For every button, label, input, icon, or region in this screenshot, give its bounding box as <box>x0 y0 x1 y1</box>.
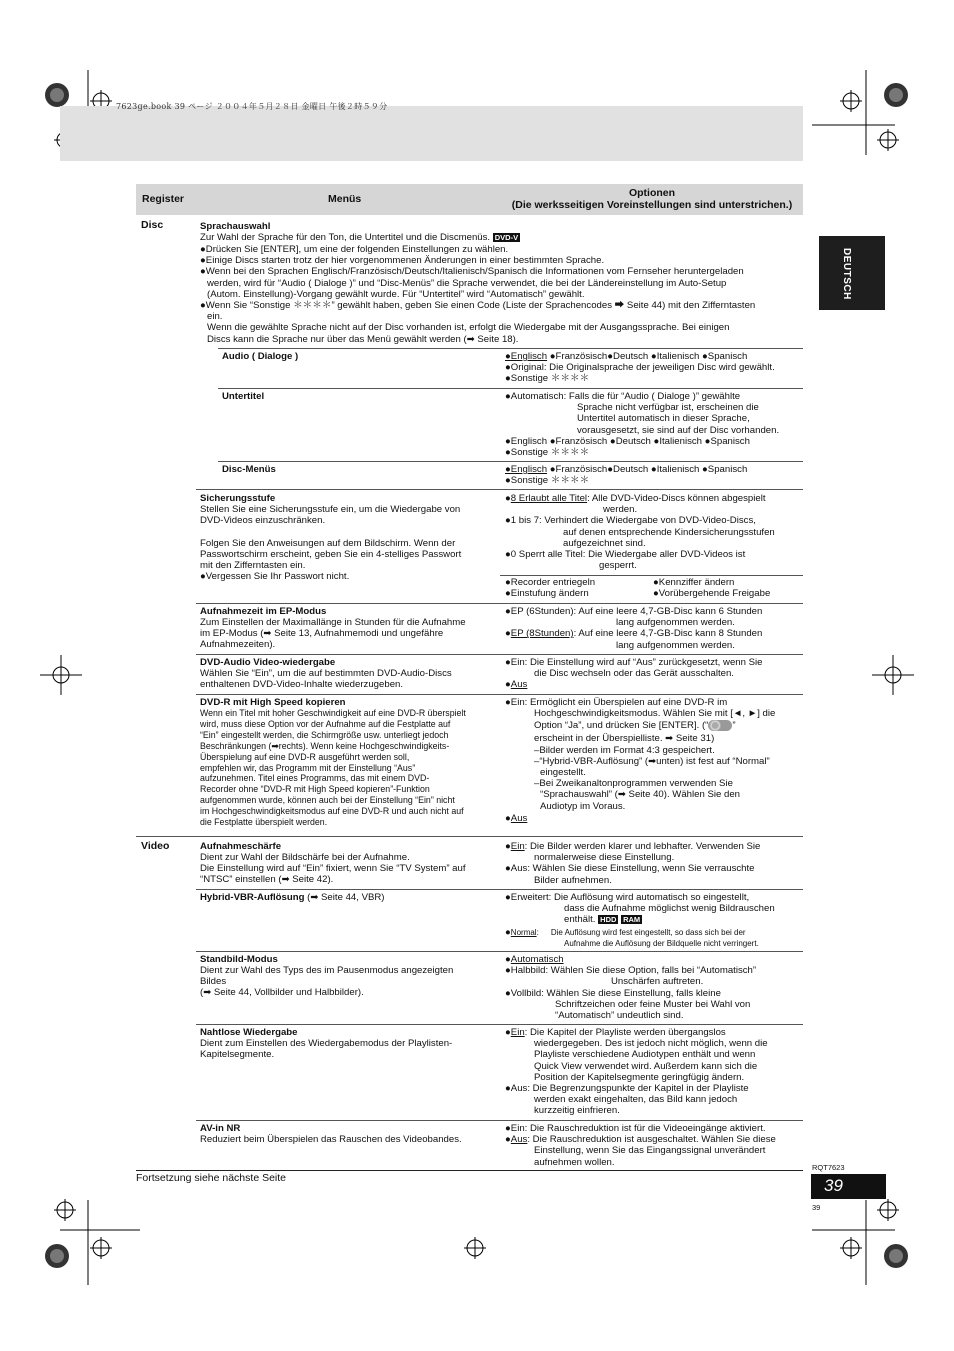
seam-option: Playliste verschiedene Audiotypen enthält und wenn <box>534 1049 756 1061</box>
col-options <box>502 187 802 211</box>
hybrid-option-text: Die Auflösung wird fest eingestellt, so dass sich bei der <box>550 927 746 937</box>
desc-line: Die Einstellung wird auf “Ein” fixiert, wenn Sie “TV System” auf <box>200 863 466 875</box>
desc-line: Wählen Sie “Ein”, um die auf bestimmten DVD-Audio-Discs <box>200 668 452 679</box>
print-note: 7623ge.book 39 ページ ２００４年５月２８日 金曜日 午後２時５９分 <box>116 102 388 111</box>
dvdr-title: DVD-R mit High Speed kopieren <box>200 697 346 708</box>
desc-line <box>200 526 461 537</box>
note-line: werden, wird für “Audio ( Dialoge )” und “Disc-Menüs” die Sprache verwendet, die bei der Ländereinstellung im Auto-Setup <box>207 277 727 289</box>
desc-line: Beschränkungen (➡rechts). Wenn keine Hochgeschwindigkeits- <box>200 740 450 751</box>
desc-line: Recorder ohne “DVD-R mit High Speed kopieren”-Funktion <box>200 784 430 795</box>
hybrid-option: Aufnahme die Auflösung der Bildquelle nicht verringert. <box>564 938 759 948</box>
dvda-option: ●Ein: Die Einstellung wird auf “Aus” zurückgesetzt, wenn Sie <box>505 657 763 668</box>
bullet: ● <box>505 812 511 824</box>
hybrid-title: Hybrid-VBR-Auflösung <box>200 892 305 903</box>
seam-option: ●Aus: Die Begrenzungspunkte der Kapitel in der Playliste <box>505 1083 749 1095</box>
audio-option: ●Original: Die Originalsprache der jeweiligen Disc wird gewählt. <box>505 362 775 374</box>
still-option: ●Vollbild: Wählen Sie diese Einstellung, falls kleine <box>505 987 721 999</box>
audio-option-default: ●Englisch <box>505 351 548 362</box>
seam-option: Position der Kapitelsegmente geringfügig ändern. <box>534 1071 745 1083</box>
sicher-option-text: : Alle DVD-Video-Discs können abgespielt <box>587 493 766 504</box>
sicher-title: Sicherungsstufe <box>200 493 276 504</box>
untertitel-option: ●Sonstige ＊＊＊＊ <box>505 447 590 459</box>
dvdr-option: Option “Ja”, und drücken Sie [ENTER]. (“ <box>534 720 709 732</box>
desc-line: Dient zum Einstellen des Wiedergabemodus der Playlisten- <box>200 1038 453 1049</box>
note-line: (Autom. Einstellung)-Vorgang gewählt wurde. Für “Untertitel” wird “Automatisch” gewählt. <box>207 288 585 300</box>
dvdr-option: Audiotyp im Voraus. <box>540 800 626 812</box>
dvdr-option: ●Ein: Ermöglicht ein Überspielen auf eine DVD-R im <box>505 697 728 708</box>
discmenu-option-others: ●Französisch●Deutsch ●Italienisch ●Spanisch <box>547 464 748 475</box>
sicher-desc <box>200 504 461 582</box>
still-option-default: Automatisch <box>510 954 564 965</box>
page-number-small: 39 <box>812 1203 821 1212</box>
page-number-box <box>811 1174 886 1199</box>
ep-option: lang aufgenommen werden. <box>616 639 735 651</box>
dvdr-option: –“Hybrid-VBR-Auflösung” (➡unten) ist fest auf “Normal” <box>534 755 770 767</box>
note-line: ●Wenn Sie “Sonstige ＊＊＊＊” gewählt haben, geben Sie einen Code (Liste der Sprachencodes ➡ Seite 44) mit den Zifferntasten <box>200 300 756 312</box>
register-video: Video <box>141 840 170 852</box>
desc-line: Folgen Sie den Anweisungen auf dem Bildschirm. Wenn der <box>200 537 456 549</box>
untertitel-options <box>505 391 779 458</box>
table-header <box>136 184 803 215</box>
hybrid-option-default: Normal <box>510 927 537 937</box>
discmenu-options <box>505 464 747 486</box>
sicher-option: ●0 Sperrt alle Titel: Die Wiedergabe aller DVD-Videos ist <box>505 549 746 561</box>
desc-line: Dient zur Wahl der Bildschärfe bei der Aufnahme. <box>200 852 410 863</box>
desc-line: Überspielung auf eine DVD-R ausgeführt werden soll, <box>200 751 410 762</box>
sicher-option: auf denen entsprechende Kindersicherungsstufen <box>563 526 775 538</box>
dvdr-option: eingestellt. <box>540 767 586 779</box>
ep-option: ●EP (6Stunden): Auf eine leere 4,7-GB-Disc kann 6 Stunden <box>505 606 763 617</box>
dvdr-option: –Bilder werden im Format 4:3 gespeichert. <box>534 744 715 756</box>
page-number: 39 <box>824 1176 843 1195</box>
avnr-option: aufnehmen wollen. <box>534 1156 615 1168</box>
scharf-option: ●Aus: Wählen Sie diese Einstellung, wenn Sie verrauschte <box>505 863 755 875</box>
desc-line: (➡ Seite 44, Vollbilder und Halbbilder). <box>200 987 364 999</box>
dvdr-option: “Sprachauswahl” (➡ Seite 40). Wählen Sie den <box>540 789 741 801</box>
seam-title: Nahtlose Wiedergabe <box>200 1027 298 1038</box>
dvda-options <box>505 657 762 691</box>
hybrid-option: enthält. <box>564 914 596 926</box>
discmenu-option: ●Sonstige ＊＊＊＊ <box>505 475 590 487</box>
note-line: ein. <box>207 311 223 323</box>
sprach-title: Sprachauswahl <box>200 221 271 232</box>
desc-line: “NTSC” einstellen (➡ Seite 42). <box>200 874 334 886</box>
continued-note: Fortsetzung siehe nächste Seite <box>136 1172 287 1184</box>
ram-badge: RAM <box>623 915 641 925</box>
dvdr-desc <box>200 708 466 828</box>
discmenu-option-default: ●Englisch <box>505 464 548 475</box>
note-line: Wenn die gewählte Sprache nicht auf der Disc vorhanden ist, erfolgt die Wiedergabe mit der Ausgangssprache. Bei einigen <box>207 322 730 334</box>
note-line: ●Drücken Sie [ENTER], um eine der folgenden Einstellungen zu wählen. <box>200 244 509 255</box>
discmenu-title: Disc-Menüs <box>222 464 276 475</box>
avnr-option-default: Aus <box>510 1134 528 1146</box>
note-line: Discs kann die Sprache nur über das Menü gewählt werden (➡ Seite 18). <box>207 333 519 345</box>
col-options-title: Optionen <box>628 187 676 199</box>
sicher-sub: ●Kennziffer ändern <box>653 577 735 588</box>
seam-option-default: Ein <box>510 1027 525 1038</box>
sicher-option: ●1 bis 7: Verhindert die Wiedergabe von DVD-Video-Discs, <box>505 515 756 527</box>
desc-line: aufzunehmen. Titel eines Programms, das mit einem DVD- <box>200 773 430 784</box>
desc-line: die Festplatte überspielt werden. <box>200 817 328 828</box>
bullet: ● <box>505 493 511 504</box>
ep-option: lang aufgenommen werden. <box>616 617 735 629</box>
desc-line: Kapitelsegmente. <box>200 1049 275 1061</box>
language-tab <box>819 236 885 310</box>
sprach-intro <box>200 232 520 243</box>
seam-option: Quick View verwendet wird. Außerdem kann sich die <box>534 1060 758 1072</box>
sprach-notes <box>200 244 800 345</box>
dvdr-options <box>505 697 775 824</box>
avnr-title: AV-in NR <box>200 1123 241 1134</box>
col-menus: Menüs <box>328 193 362 205</box>
note-line: ●Wenn bei den Sprachen Englisch/Französisch/Deutsch/Italienisch/Spanisch die Informationen vom Fernseher heruntergeladen <box>200 266 744 278</box>
bullet: ● <box>505 841 511 852</box>
dvdr-option: Hochgeschwindigkeitsmodus. Wählen Sie mit [◄, ►] die <box>534 708 776 720</box>
language-tab-label: DEUTSCH <box>841 248 853 300</box>
sicher-sub: ●Vorübergehende Freigabe <box>653 588 771 599</box>
dvdr-option-default: Aus <box>510 812 528 824</box>
desc-line: Zum Einstellen der Maximallänge in Stunden für die Aufnahme <box>200 617 466 628</box>
hybrid-head <box>200 892 385 903</box>
desc-line: wird, muss diese Option vor der Aufnahme auf die Festplatte auf <box>200 718 451 729</box>
sprach-intro-text: Zur Wahl der Sprache für den Ton, die Untertitel und die Discmenüs. <box>200 232 491 243</box>
col-options-note: (Die werksseitigen Voreinstellungen sind unterstrichen.) <box>511 199 793 211</box>
avnr-options <box>505 1123 776 1168</box>
scharf-options <box>505 841 760 886</box>
scharf-option: Bilder aufnehmen. <box>534 874 612 886</box>
scharf-option: normalerweise diese Einstellung. <box>534 852 675 864</box>
desc-line: Stellen Sie eine Sicherungsstufe ein, um die Wiedergabe von <box>200 504 461 515</box>
col-register: Register <box>142 193 185 205</box>
desc-line: Dient zur Wahl des Typs des im Pausenmodus angezeigten <box>200 965 454 976</box>
still-option: Unschärfen auftreten. <box>611 976 704 988</box>
hybrid-option: ●Erweitert: Die Auflösung wird automatisch so eingestellt, <box>505 892 750 903</box>
hybrid-option: dass die Aufnahme möglichst wenig Bildrauschen <box>564 903 775 915</box>
sicher-options <box>505 493 775 571</box>
dvdr-option: ” <box>732 720 736 732</box>
desc-line: aufgenommen wurde, können auch bei der Einstellung “Ein” nicht <box>200 795 455 806</box>
ep-option-text: : Auf eine leere 4,7-GB-Disc kann 8 Stunden <box>573 628 763 640</box>
sicher-option: gesperrt. <box>599 560 637 572</box>
dvd-v-badge: DVD-V <box>494 232 519 242</box>
seam-options <box>505 1027 768 1117</box>
seam-desc <box>200 1038 452 1060</box>
still-desc <box>200 965 453 999</box>
doc-code: RQT7623 <box>812 1163 845 1172</box>
untertitel-title: Untertitel <box>222 391 265 402</box>
hdd-badge: HDD <box>600 915 617 925</box>
audio-option-others: ●Französisch●Deutsch ●Italienisch ●Spanisch <box>547 351 748 362</box>
still-title: Standbild-Modus <box>200 954 278 965</box>
sicher-option-default: 8 Erlaubt alle Titel <box>510 493 588 504</box>
bullet: ● <box>505 954 511 965</box>
dvda-title: DVD-Audio Video-wiedergabe <box>200 657 336 668</box>
bullet: ● <box>505 628 511 640</box>
untertitel-option: Sprache nicht verfügbar ist, erscheinen die <box>577 402 759 414</box>
sicher-option: werden. <box>603 504 638 516</box>
ep-option-default: EP (8Stunden) <box>510 628 574 640</box>
bullet: ● <box>505 679 511 691</box>
ep-title: Aufnahmezeit im EP-Modus <box>200 606 327 617</box>
dvda-option: die Disc wechseln oder das Gerät ausschalten. <box>534 668 734 680</box>
avnr-option: Einstellung, wenn Sie das Eingangssignal unverändert <box>534 1145 766 1157</box>
desc-line: im EP-Modus (➡ Seite 13, Aufnahmemodi und ungefähre <box>200 628 444 640</box>
hybrid-option-sep: : <box>536 927 539 937</box>
desc-line: DVD-Videos einzuschränken. <box>200 515 326 527</box>
still-option: “Automatisch” undeutlich sind. <box>555 1010 684 1022</box>
desc-line: Wenn ein Titel mit hoher Geschwindigkeit auf eine DVD-R überspielt <box>200 708 466 718</box>
still-option: Schriftzeichen oder feine Muster bei Wahl von <box>555 998 751 1010</box>
ep-options <box>505 606 762 651</box>
desc-line: empfehlen wir, das Programm mit der Einstellung “Aus” <box>200 762 416 773</box>
scharf-option-default: Ein <box>510 841 525 852</box>
desc-line: “Ein” eingestellt werden, die Schirmgröße usw. unterliegt jedoch <box>200 729 449 740</box>
scharf-desc <box>200 852 466 886</box>
desc-line: mit den Zifferntasten ein. <box>200 560 306 571</box>
sicher-option: aufgezeichnet sind. <box>563 537 646 549</box>
dvdr-option: erscheint in der Überspielliste. ➡ Seite 31) <box>534 733 715 745</box>
dvda-option-default: Aus <box>510 679 528 691</box>
bullet: ● <box>505 1134 511 1146</box>
avnr-option: ●Ein: Die Rauschreduktion ist für die Videoeingänge aktiviert. <box>505 1123 766 1134</box>
avnr-option-text: : Die Rauschreduktion ist ausgeschaltet. Wählen Sie diese <box>527 1134 776 1146</box>
ep-desc <box>200 617 466 651</box>
untertitel-option: ●Englisch ●Französisch ●Deutsch ●Italienisch ●Spanisch <box>505 435 750 447</box>
scharf-option-text: : Die Bilder werden klarer und lebhafter. Verwenden Sie <box>524 841 761 852</box>
header-band <box>60 106 803 161</box>
audio-options <box>505 351 775 385</box>
desc-line: im Hochgeschwindigkeitsmodus auf eine DVD-R und auch nicht auf <box>200 806 464 817</box>
sicher-sub: ●Einstufung ändern <box>505 588 589 599</box>
seam-option-text: : Die Kapitel der Playliste werden übergangslos <box>524 1027 726 1038</box>
avnr-desc: Reduziert beim Überspielen das Rauschen des Videobandes. <box>200 1134 462 1145</box>
register-disc: Disc <box>141 219 164 231</box>
untertitel-option: vorausgesetzt, sie sind auf der Disc vorhanden. <box>577 424 780 436</box>
bullet: ● <box>505 926 511 938</box>
note-line: ●Einige Discs starten trotz der hier vorgenommenen Änderungen in einer bestimmten Sprache. <box>200 255 605 267</box>
bullet: ● <box>505 1027 511 1038</box>
sicher-sub: ●Recorder entriegeln <box>505 577 596 588</box>
audio-option: ●Sonstige ＊＊＊＊ <box>505 373 590 385</box>
desc-line: Bildes <box>200 976 227 988</box>
audio-title: Audio ( Dialoge ) <box>222 351 299 362</box>
hybrid-options <box>505 892 775 949</box>
untertitel-option: ●Automatisch: Falls die für “Audio ( Dialoge )” gewählte <box>505 391 741 402</box>
desc-line: enthaltenen DVD-Video-Inhalte wiederzugeben. <box>200 679 404 691</box>
seam-option: wiedergegeben. Des ist jedoch nicht möglich, wenn die <box>534 1038 768 1050</box>
seam-option: werden exakt eingehalten, das Bild kann jedoch <box>534 1094 738 1106</box>
desc-line: Aufnahmezeiten). <box>200 639 276 651</box>
dvda-desc <box>200 668 452 690</box>
desc-line: Passwortschirm erscheint, geben Sie ein 4-stelliges Passwort <box>200 548 462 560</box>
hybrid-ref: (➡ Seite 44, VBR) <box>304 892 385 903</box>
still-options <box>505 954 756 1021</box>
scharf-title: Aufnahmeschärfe <box>200 841 282 852</box>
dvdr-option: –Bei Zweikanaltonprogrammen verwenden Sie <box>534 778 733 790</box>
untertitel-option: Untertitel automatisch in dieser Sprache, <box>577 413 750 425</box>
disc-copy-icon <box>708 720 732 731</box>
still-option: ●Halbbild: Wählen Sie diese Option, falls bei “Automatisch” <box>505 965 757 977</box>
desc-line: ●Vergessen Sie Ihr Passwort nicht. <box>200 571 350 583</box>
seam-option: kurzzeitig einfrieren. <box>534 1105 620 1117</box>
